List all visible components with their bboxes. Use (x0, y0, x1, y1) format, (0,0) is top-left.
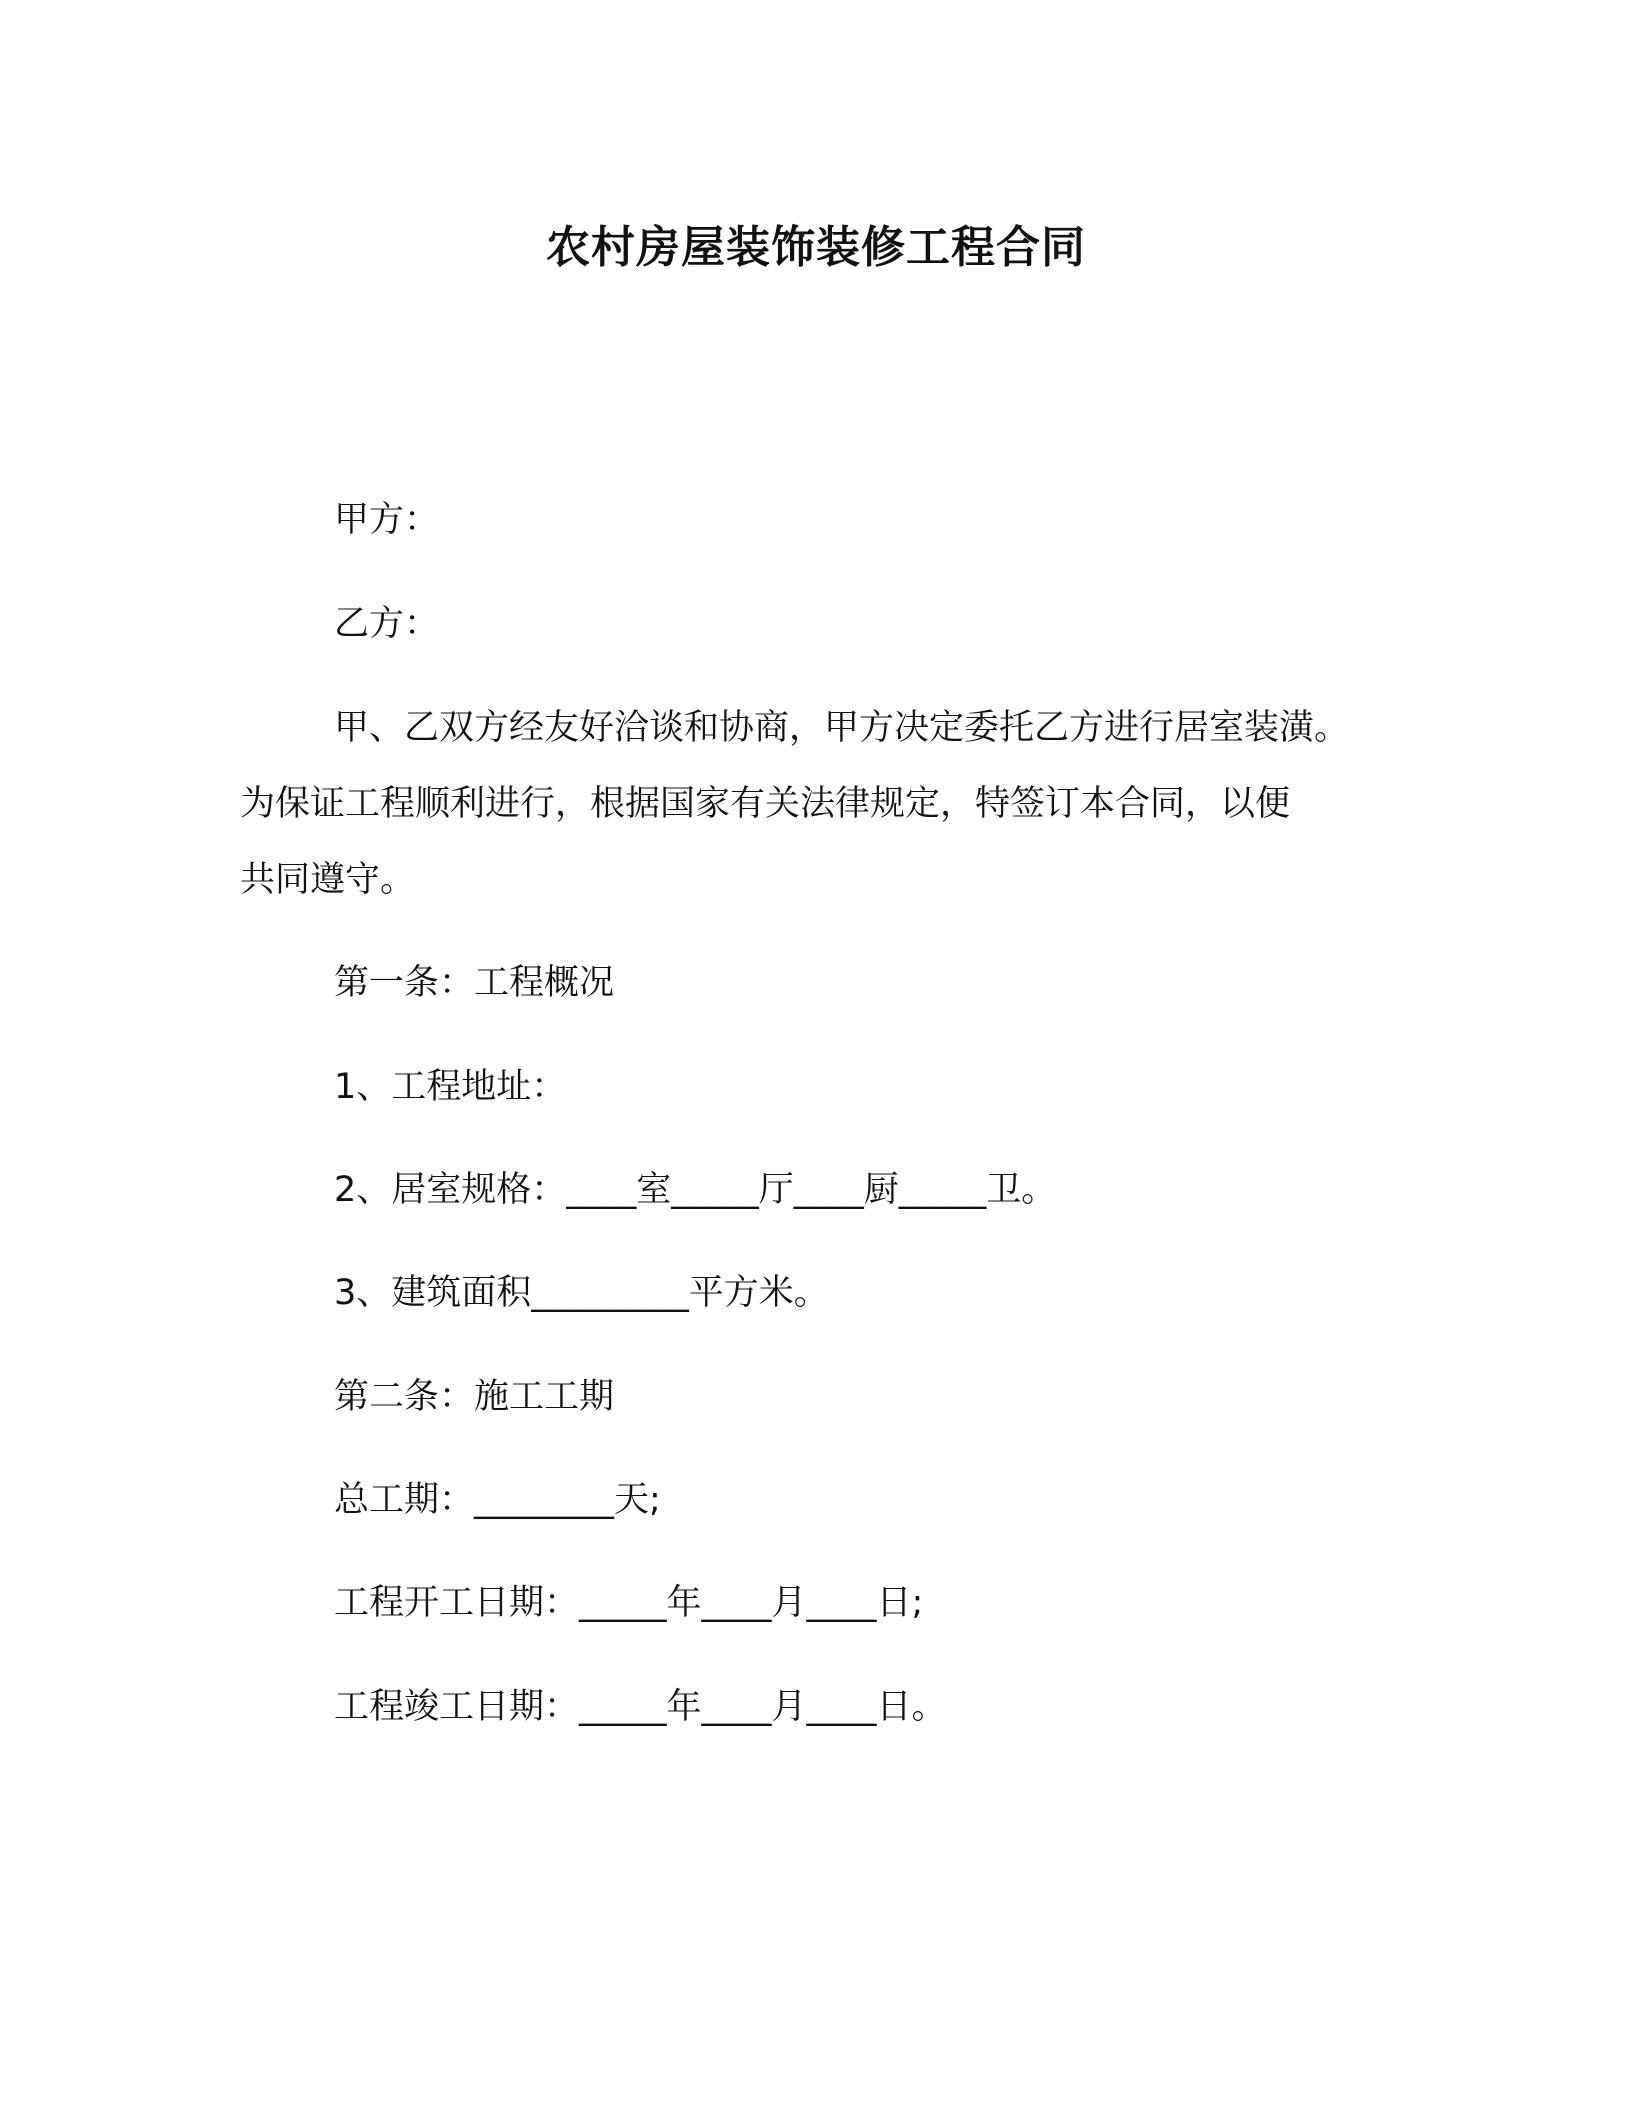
intro-line-2: 为保证工程顺利进行，根据国家有关法律规定，特签订本合同，以便 (240, 784, 1291, 824)
party-a-label: 甲方： (334, 500, 440, 540)
building-area: 3、建筑面积_________平方米。 (334, 1273, 829, 1313)
party-b-label: 乙方： (334, 604, 440, 644)
completion-date: 工程竣工日期：_____年____月____日。 (334, 1687, 947, 1727)
start-date: 工程开工日期：_____年____月____日; (334, 1583, 924, 1623)
document-title: 农村房屋装饰装修工程合同 (546, 222, 1086, 273)
intro-line-3: 共同遵守。 (240, 860, 416, 900)
intro-line-1: 甲、乙双方经友好洽谈和协商，甲方决定委托乙方进行居室装潢。 (334, 708, 1350, 748)
project-address: 1、工程地址： (334, 1067, 567, 1107)
room-specification: 2、居室规格：____室_____厅____厨_____卫。 (334, 1170, 1057, 1210)
article-2-heading: 第二条：施工工期 (334, 1377, 615, 1417)
total-duration: 总工期：________天; (334, 1480, 661, 1520)
article-1-heading: 第一条：工程概况 (334, 963, 615, 1003)
